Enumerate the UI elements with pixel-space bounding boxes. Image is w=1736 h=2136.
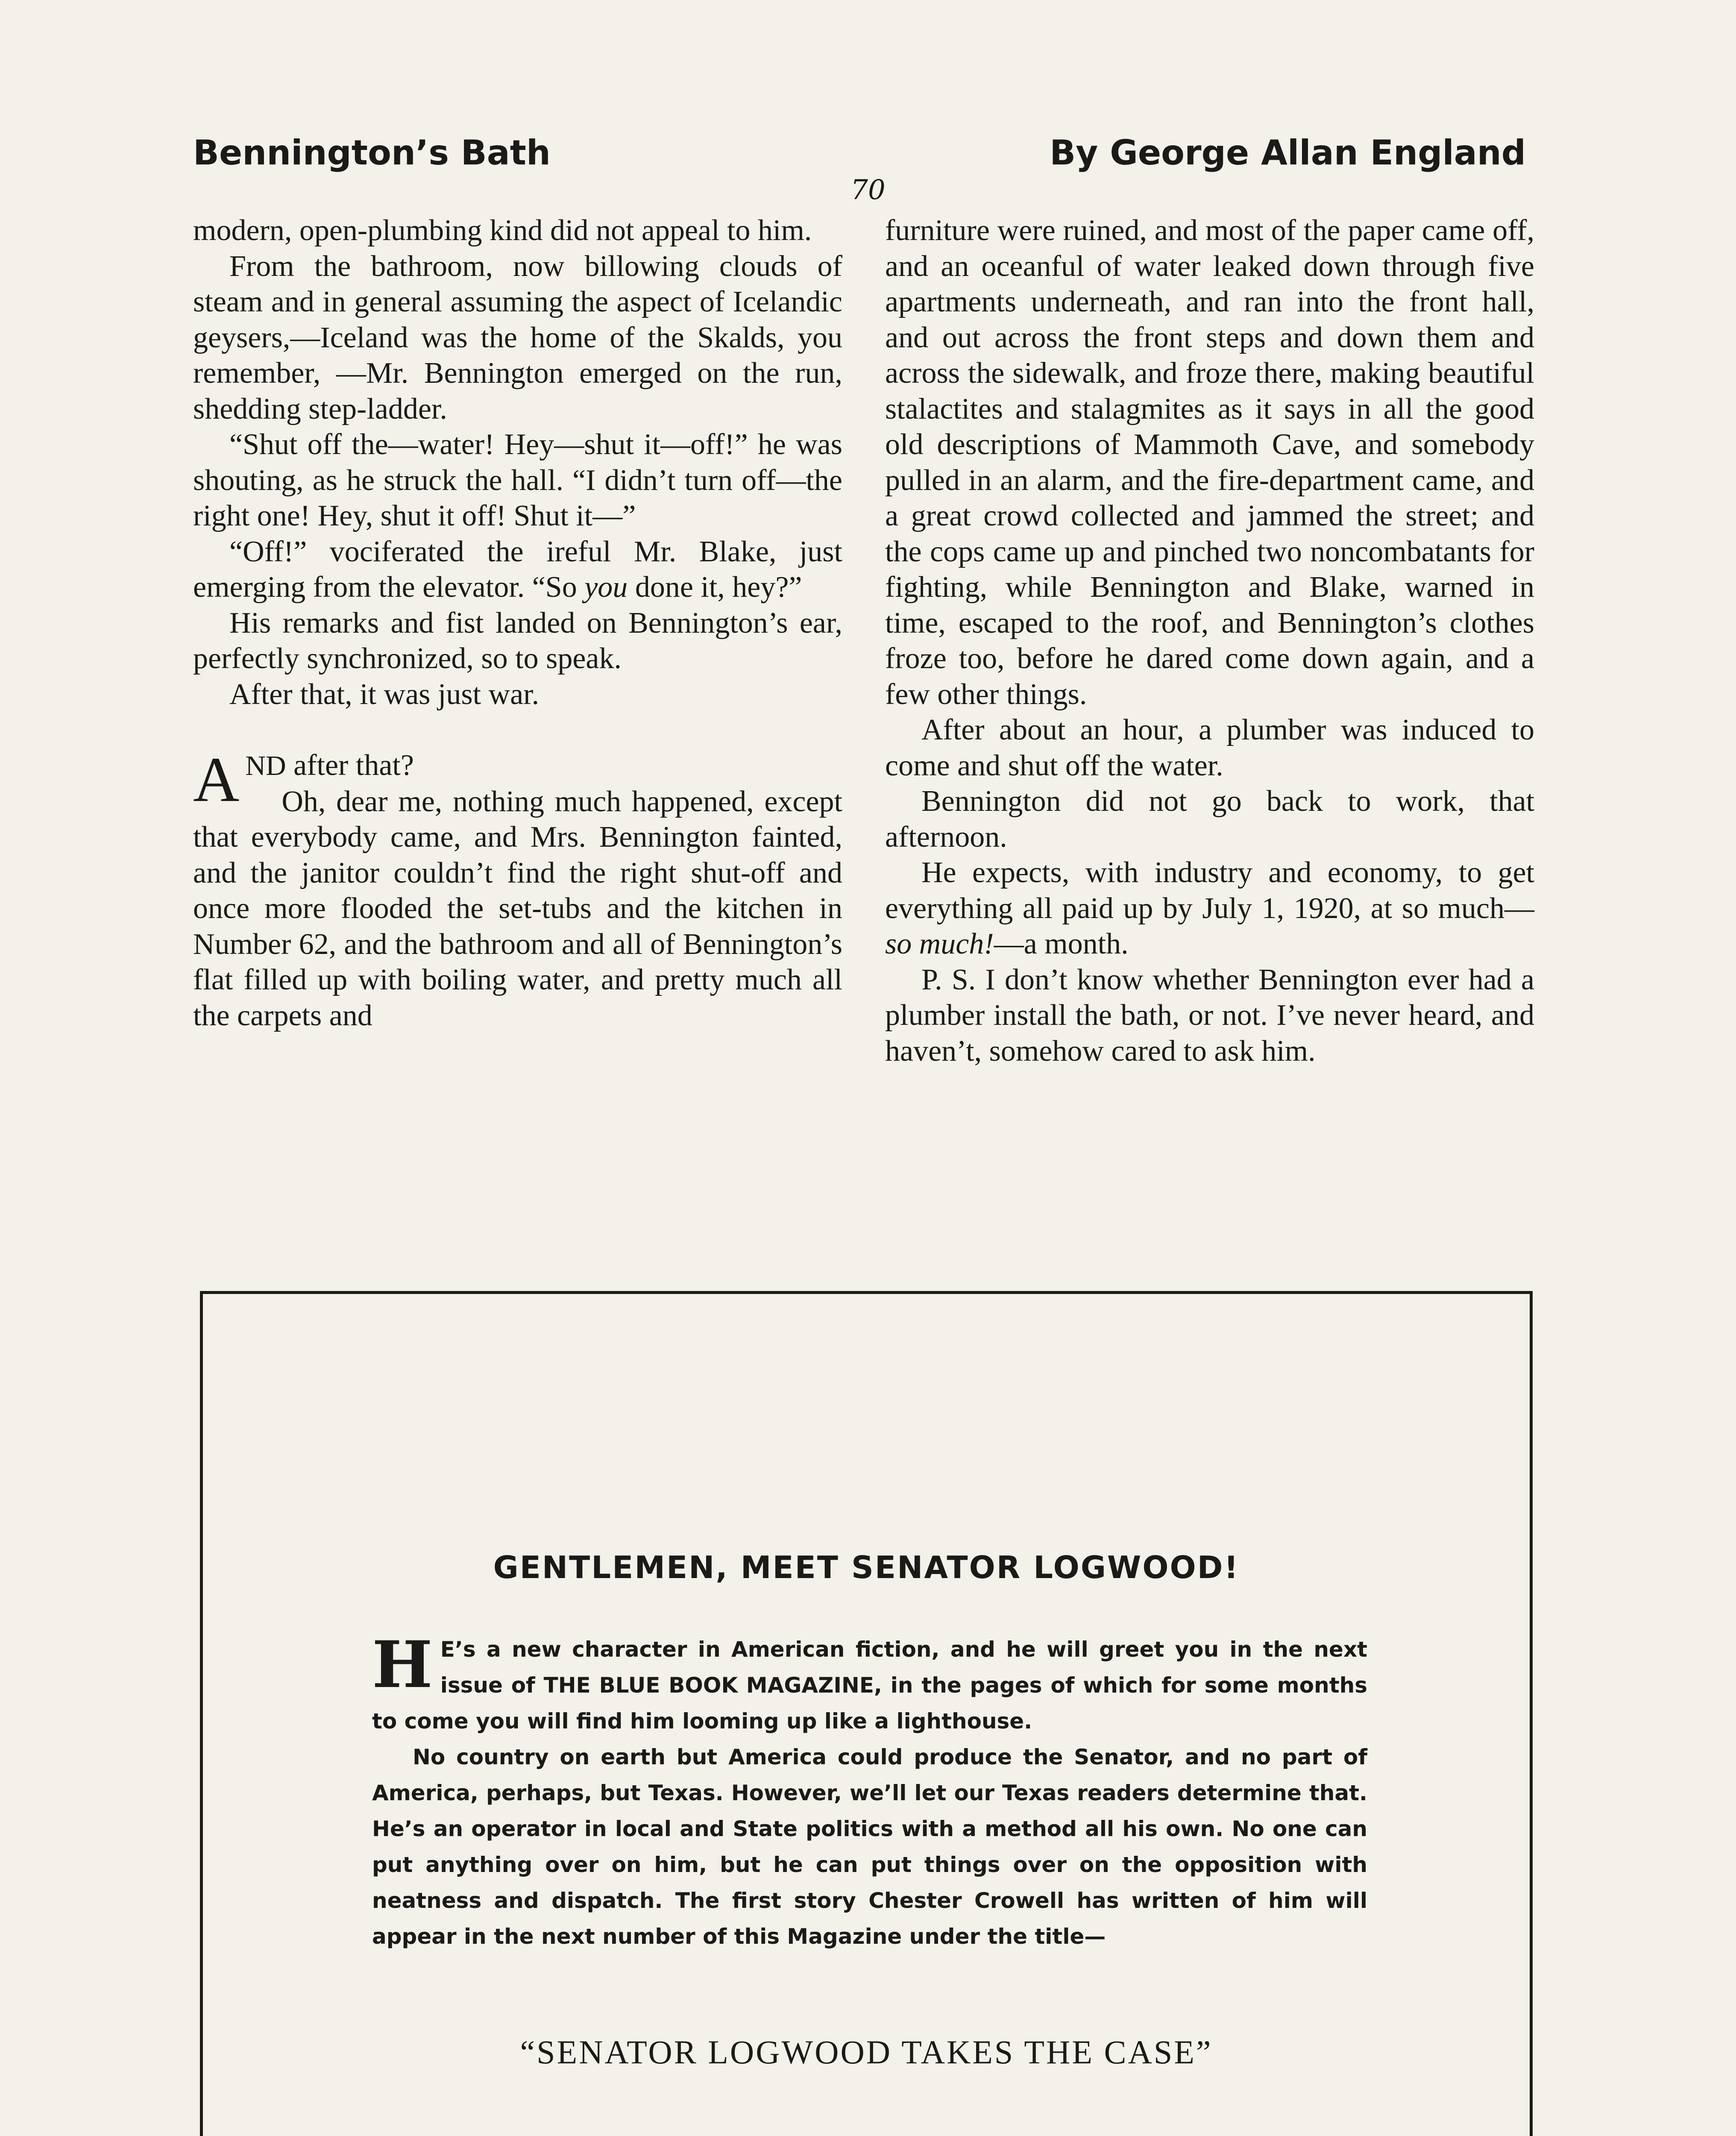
emphasis: so much!: [885, 927, 994, 960]
paragraph: Oh, dear me, nothing much happened, except that everybody came, and Mrs. Bennington fainted, and the janitor couldn’t find the right shut-off and once more flooded the set-tubs and the kitchen in Number 62, and the bathroom and all of Bennington’s flat filled up with boiling water, and pretty much all the carpets and: [193, 785, 842, 1032]
paragraph-text: done it, hey?”: [628, 571, 802, 604]
ad-paragraph: No country on earth but America could produce the Senator, and no part of America, perhaps, but Texas. However, we’ll let our Texas readers determine that. He’s an operator in local and State politics with a method all his own. No one can put anything over on him, but he can put things over on the opposition with neatness and dispatch. The first story Chester Crowell has written of him will appear in the next number of this Magazine under the title—: [372, 1745, 1367, 1949]
page-number: 70: [850, 174, 886, 206]
emphasis: you: [584, 571, 628, 604]
small-caps-lead: ND: [245, 750, 286, 781]
paragraph: His remarks and fist landed on Bennington’s ear, perfectly synchronized, so to speak.: [193, 606, 842, 675]
paragraph: P. S. I don’t know whether Bennington ever had a plumber install the bath, or not. I’ve never heard, and haven’t, somehow cared to ask him.: [885, 963, 1534, 1068]
right-column: [885, 213, 1534, 1069]
paragraph: modern, open-plumbing kind did not appeal to him.: [193, 214, 812, 247]
paragraph: From the bathroom, now billowing clouds of steam and in general assuming the aspect of Icelandic geysers,—Iceland was the home of the Skalds, you remember, —Mr. Bennington emerged on the run, shedding step-ladder.: [193, 249, 842, 425]
paragraph: [193, 534, 842, 605]
advertisement-box: [200, 1291, 1533, 2136]
ad-paragraph: [372, 1627, 1367, 1739]
section-break: [193, 712, 842, 748]
ad-drop-cap: H: [372, 1627, 433, 1702]
ad-title: GENTLEMEN, MEET SENATOR LOGWOOD!: [493, 1549, 1240, 1585]
paragraph-text: “Off!” vociferated the ireful Mr. Blake, just emerging from the elevator. “So: [193, 535, 842, 604]
paragraph: After about an hour, a plumber was induced to come and shut off the water.: [885, 713, 1534, 782]
section-opening: [193, 744, 842, 815]
left-column: [193, 213, 842, 1033]
drop-cap: A: [193, 744, 240, 815]
paragraph: After that, it was just war.: [229, 678, 540, 711]
paragraph: Bennington did not go back to work, that afternoon.: [885, 785, 1534, 854]
ad-story-title: “SENATOR LOGWOOD TAKES THE CASE”: [520, 2033, 1213, 2071]
ad-body: [372, 1627, 1367, 1954]
story-title: Bennington’s Bath: [193, 133, 551, 173]
paragraph-text: —a month.: [994, 927, 1129, 960]
paragraph-text: after that?: [286, 749, 414, 782]
running-header: [193, 127, 1526, 179]
paragraph: [885, 855, 1534, 962]
ad-paragraph-text: E’s a new character in American fiction, and he will greet you in the next issue of THE BLUE BOOK MAGAZINE, in the pages of which for some months to come you will find him looming up like a lighthouse.: [372, 1637, 1367, 1734]
paragraph: “Shut off the—water! Hey—shut it—off!” he was shouting, as he struck the hall. “I didn’t turn off—the right one! Hey, shut it off! Shut it—”: [193, 428, 842, 532]
paragraph-text: He expects, with industry and economy, to get everything all paid up by July 1, 1920, at so much—: [885, 856, 1534, 925]
story-byline: By George Allan England: [1050, 133, 1526, 173]
paragraph: furniture were ruined, and most of the paper came off, and an oceanful of water leaked down through five apartments underneath, and ran into the front hall, and out across the front steps and down them and across the sidewalk, and froze there, making beautiful stalactites and stalagmites as it says in all the good old descriptions of Mammoth Cave, and somebody pulled in an alarm, and the fire-department came, and a great crowd collected and jammed the street; and the cops came up and pinched two noncombatants for fighting, while Bennington and Blake, warned in time, escaped to the roof, and Bennington’s clothes froze too, before he dared come down again, and a few other things.: [885, 214, 1534, 711]
